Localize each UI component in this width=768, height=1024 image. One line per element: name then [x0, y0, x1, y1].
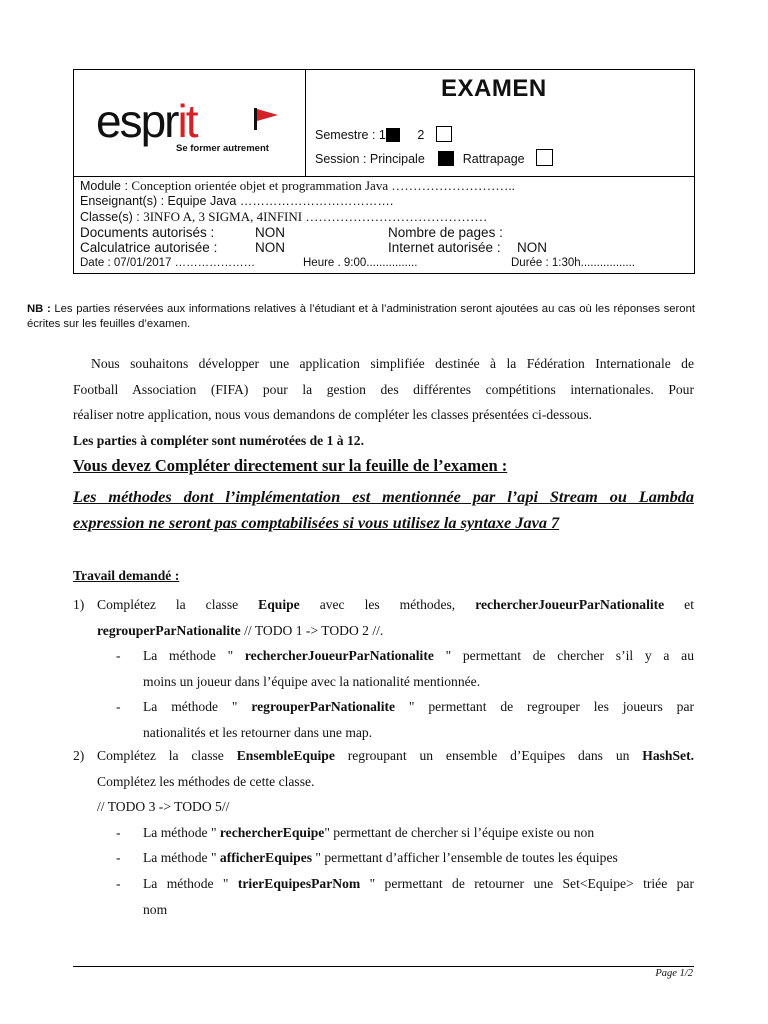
esprit-logo: [96, 95, 197, 147]
class-name: HashSet.: [642, 748, 695, 763]
warning-line-2: expression ne seront pas comptabilisées si vous utilisez la syntaxe Java 7: [73, 513, 560, 532]
principale-checkbox: [438, 151, 454, 166]
task-number: 1): [73, 597, 85, 612]
intro-line-1: Nous souhaitons développer une application simplifiée destinée à la Fédération Internationale de: [91, 356, 694, 371]
rattrapage-label: Rattrapage: [462, 152, 525, 166]
rattrapage-checkbox: [536, 149, 553, 166]
documents-line: [80, 225, 688, 241]
bullet-dash: -: [116, 850, 121, 865]
docs-value: NON: [255, 224, 285, 240]
module-line: [80, 178, 688, 194]
date-line: [80, 256, 688, 272]
heure-field: Heure . 9:00................: [303, 256, 418, 269]
text-segment: regroupant un ensemble d’Equipes dans un: [334, 748, 643, 763]
header-divider: [74, 176, 694, 177]
session-row: [315, 149, 553, 166]
warning-line-1: Les méthodes dont l’implémentation est mentionnée par l’api Stream ou Lambda: [73, 487, 694, 506]
module-label: Module :: [80, 179, 132, 193]
text-segment: avec les méthodes,: [299, 597, 476, 612]
task-2-sub-3: [116, 871, 694, 922]
method-name: trierEquipesParNom: [237, 876, 361, 891]
exam-title: EXAMEN: [441, 75, 547, 102]
sub-line: [143, 820, 694, 846]
task-item-1: [73, 592, 694, 643]
task-1-line-1: [97, 592, 694, 618]
sub-line: [143, 694, 694, 720]
semestre-2-label: 2: [417, 128, 425, 142]
duree-field: Durée : 1:30h.................: [511, 256, 636, 269]
semestre-2-checkbox: [436, 126, 452, 142]
method-name: regrouperParNationalite: [251, 699, 396, 714]
method-name: regrouperParNationalite: [97, 622, 241, 638]
task-1-line-2: [97, 618, 694, 644]
sub-line: [143, 643, 694, 669]
text-segment: et: [664, 597, 694, 612]
task-2-sub-1: [116, 820, 694, 846]
exam-header-box: [73, 69, 695, 274]
text-segment: Complétez la classe: [97, 597, 259, 612]
footer-divider: [73, 966, 694, 967]
semestre-label: Semestre : 1: [315, 128, 386, 142]
session-label: Session : Principale: [315, 152, 425, 166]
logo-flag-icon: [254, 108, 280, 130]
text-segment: La méthode ": [143, 876, 238, 891]
text-segment: La méthode ": [143, 850, 220, 865]
instructions-heading: Vous devez Compléter directement sur la feuille de l’examen :: [73, 456, 508, 475]
sub-line: [143, 845, 694, 871]
exam-info-cell: [306, 70, 694, 176]
calculatrice-line: [80, 240, 688, 256]
logo-text-dark: espr: [96, 95, 178, 147]
semestre-row: [315, 126, 452, 142]
class-name: EnsembleEquipe: [236, 748, 335, 763]
text-segment: La méthode ": [143, 825, 220, 840]
text-segment: " permettant d’afficher l’ensemble de toutes les équipes: [312, 850, 618, 865]
exam-details: [80, 178, 688, 271]
logo-tagline: Se former autrement: [176, 143, 269, 154]
date-field: Date : 07/01/2017 …………………: [80, 256, 256, 269]
nb-note: [27, 302, 695, 332]
text-segment: " permettant de chercher s’il y a au: [433, 648, 694, 663]
travail-heading: Travail demandé :: [73, 568, 180, 583]
class-name: Equipe: [258, 597, 300, 612]
task-2-todo: // TODO 3 -> TODO 5//: [97, 799, 230, 814]
method-name: rechercherJoueurParNationalite: [244, 648, 434, 663]
task-number: 2): [73, 748, 85, 763]
task-1-sub-2: [116, 694, 694, 745]
sub-line: moins un joueur dans l’équipe avec la nationalité mentionnée.: [143, 673, 481, 689]
nb-text: Les parties réservées aux informations relatives à l’étudiant et à l’administration seront ajoutées au cas où les réponses seront écrites sur les feuilles d’examen.: [27, 303, 695, 330]
calc-label: Calculatrice autorisée :: [80, 240, 218, 255]
sub-line: nationalités et les retourner dans une map.: [143, 724, 373, 740]
intro-paragraph: [73, 351, 694, 428]
classe-line: [80, 209, 688, 225]
text-segment: " permettant de retourner une Set<Equipe> triée par: [360, 876, 694, 891]
stream-warning: [73, 484, 694, 536]
intro-line-3: réaliser notre application, nous vous demandons de compléter les classes présentées ci-dessous.: [73, 407, 593, 422]
semestre-1-checkbox: [386, 128, 400, 142]
intro-line-2: Football Association (FIFA) pour la gestion des différentes compétitions internationales. Pour: [73, 381, 694, 397]
classe-label: Classe(s) :: [80, 210, 144, 224]
text-segment: La méthode ": [143, 699, 252, 714]
task-item-2: [73, 743, 694, 820]
calc-value: NON: [255, 240, 285, 255]
pages-label: Nombre de pages :: [388, 224, 503, 240]
method-name: rechercherJoueurParNationalite: [475, 597, 665, 612]
logo-cell: [74, 70, 306, 176]
task-1-sub-1: [116, 643, 694, 694]
module-value: Conception orientée objet et programmation Java ………………………..: [131, 178, 515, 193]
sub-line: nom: [143, 901, 168, 917]
nb-label: NB :: [27, 303, 51, 315]
todo-marker: // TODO 1 -> TODO 2 //.: [240, 622, 384, 638]
task-2-sub-2: [116, 845, 694, 871]
internet-value: NON: [517, 240, 547, 255]
text-segment: La méthode ": [143, 648, 245, 663]
bullet-dash: -: [116, 648, 121, 663]
page-number: Page 1/2: [655, 968, 693, 979]
bullet-dash: -: [116, 699, 121, 714]
bullet-dash: -: [116, 825, 121, 840]
enseignant-line: Enseignant(s) : Equipe Java ……………………………….: [80, 193, 394, 208]
bullet-dash: -: [116, 876, 121, 891]
task-2-line-2: Complétez les méthodes de cette classe.: [97, 773, 315, 789]
logo-text-red: it: [177, 95, 197, 147]
parts-note: Les parties à compléter sont numérotées de 1 à 12.: [73, 433, 364, 448]
internet-label: Internet autorisée :: [388, 240, 501, 255]
text-segment: Complétez la classe: [97, 748, 237, 763]
text-segment: " permettant de regrouper les joueurs par: [395, 699, 694, 714]
classe-value: 3INFO A, 3 SIGMA, 4INFINI ……………………………………: [143, 209, 488, 224]
method-name: afficherEquipes: [219, 850, 313, 865]
method-name: rechercherEquipe: [219, 825, 325, 840]
docs-label: Documents autorisés :: [80, 224, 215, 240]
sub-line: [143, 871, 694, 897]
task-2-line-1: [97, 743, 694, 769]
text-segment: " permettant de chercher si l’équipe existe ou non: [324, 825, 595, 840]
